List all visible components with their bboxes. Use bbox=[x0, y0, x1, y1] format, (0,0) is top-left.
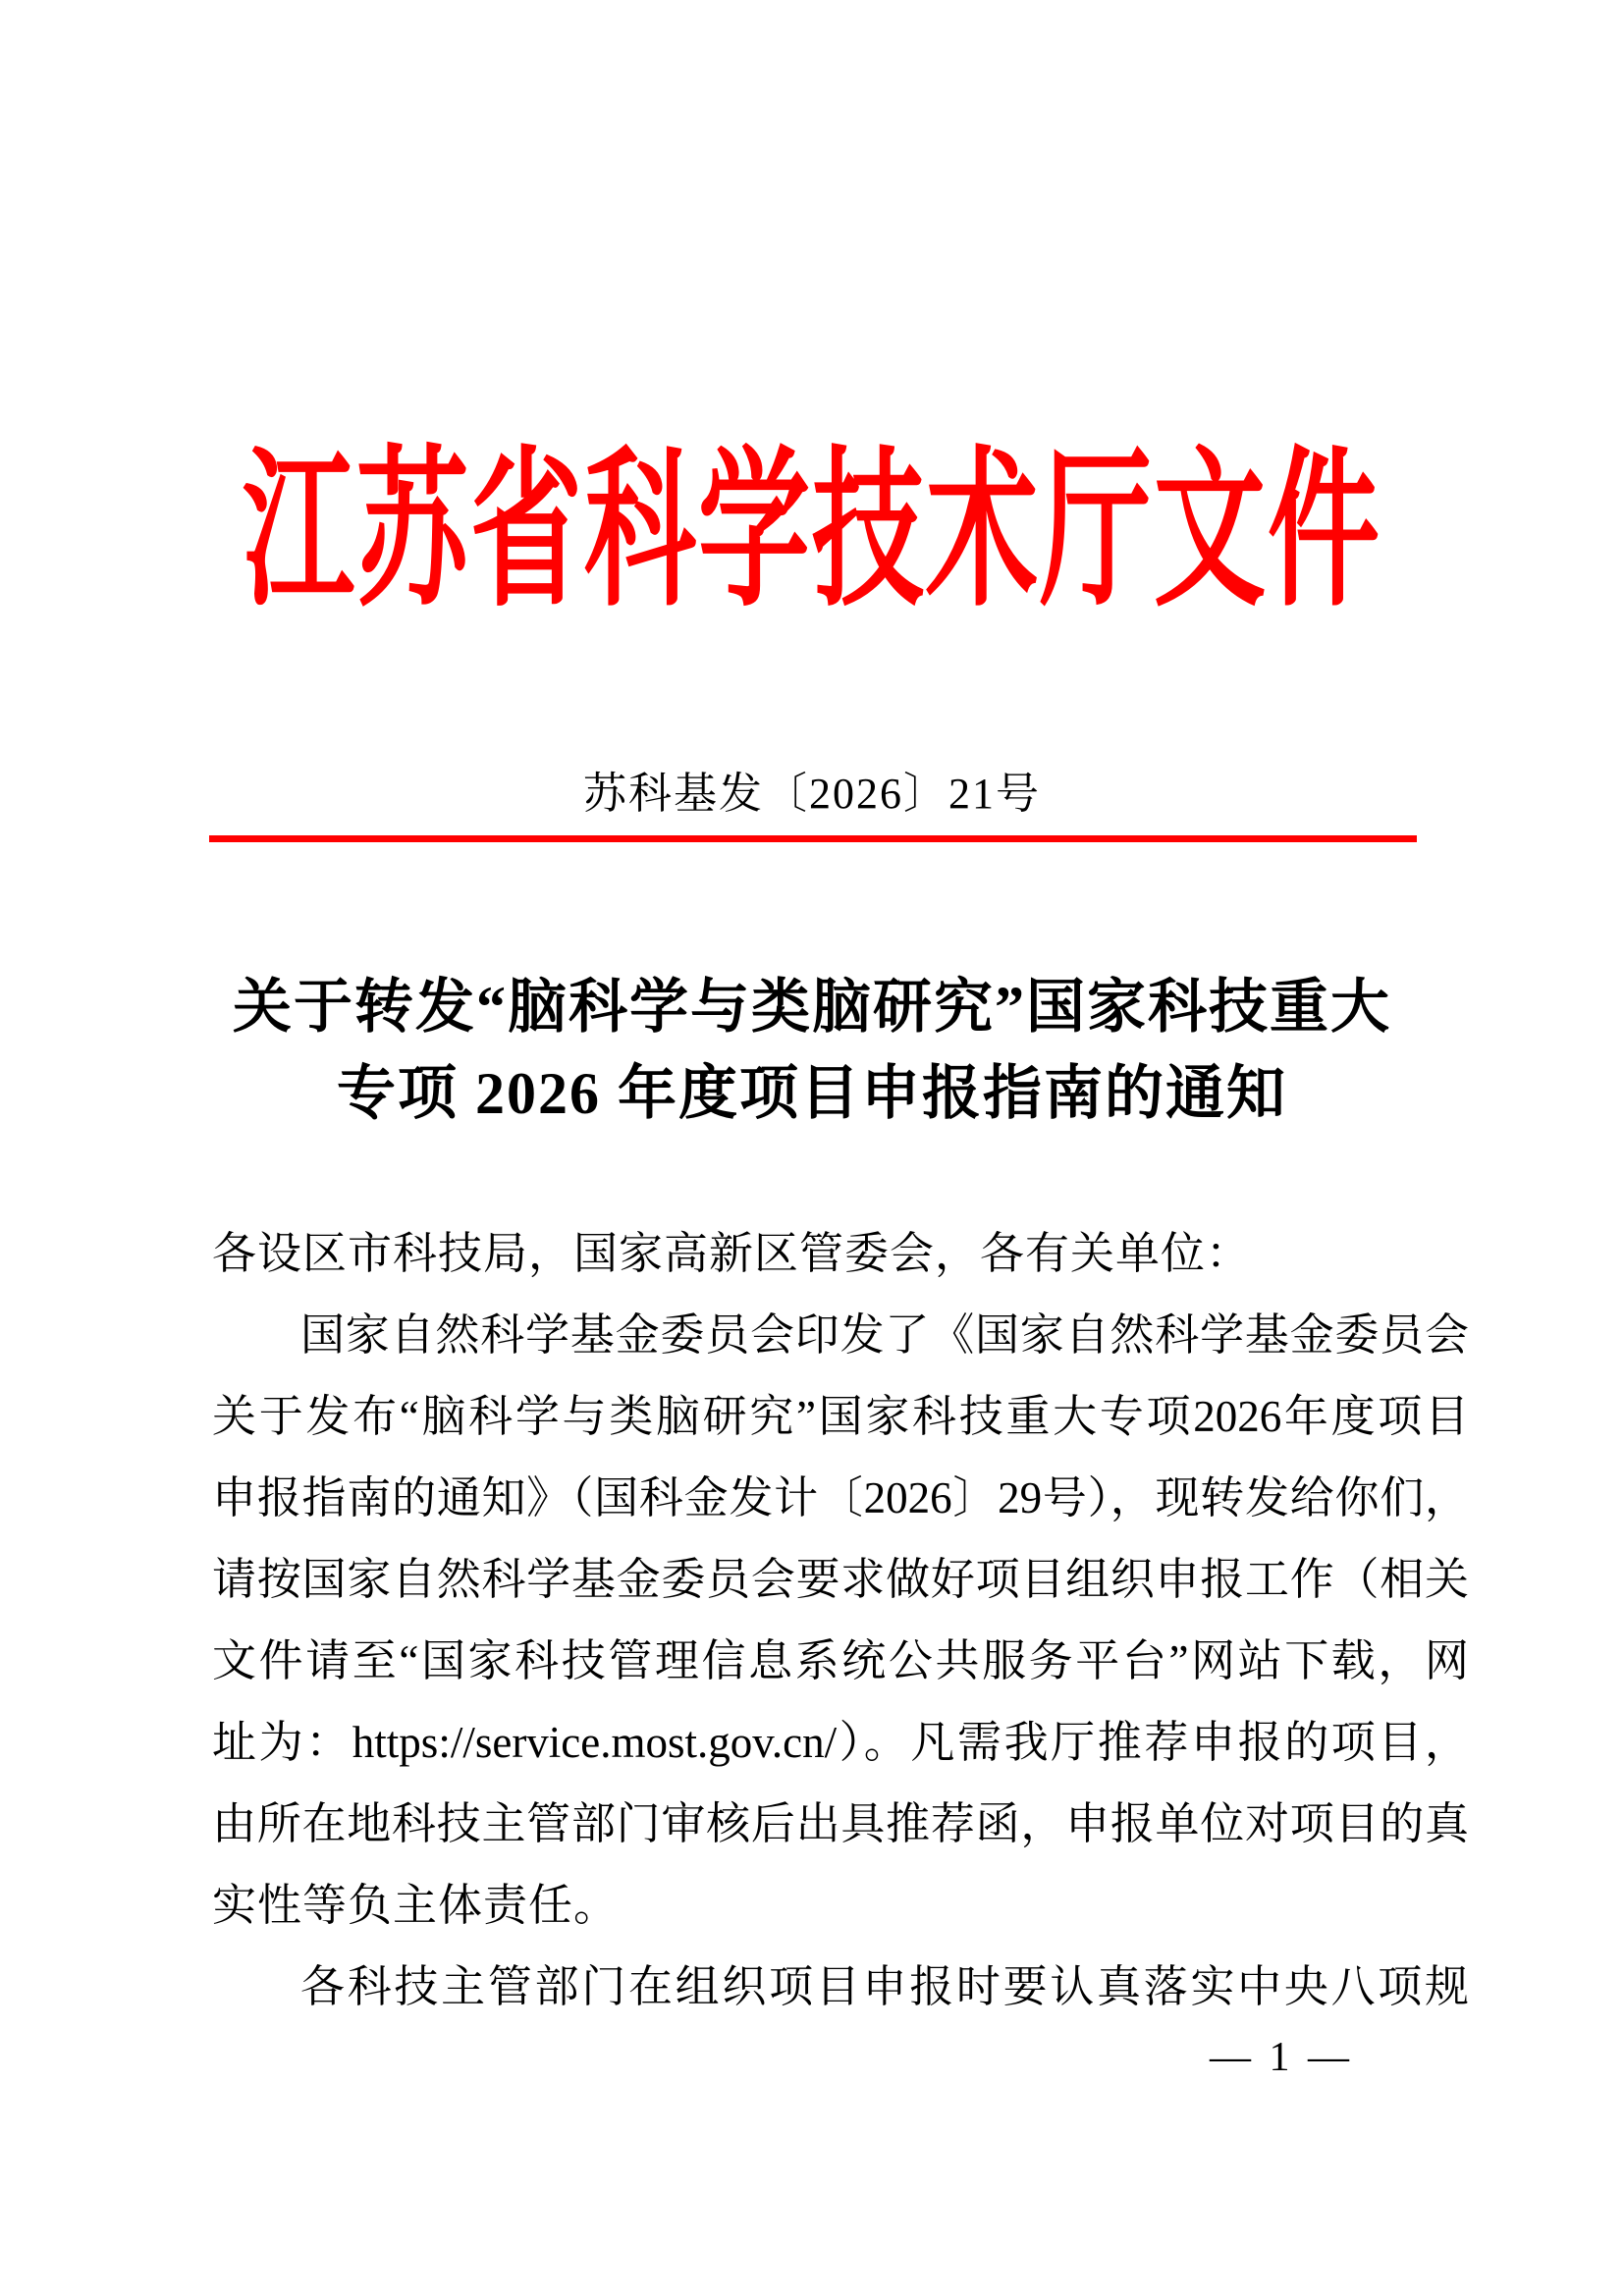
body-line: 文件请至“国家科技管理信息系统公共服务平台”网站下载，网 bbox=[212, 1636, 1469, 1685]
red-divider-line bbox=[209, 835, 1417, 842]
body-line: 关于发布“脑科学与类脑研究”国家科技重大专项2026年度项目 bbox=[212, 1392, 1469, 1441]
document-number: 苏科基发〔2026〕21号 bbox=[583, 770, 1041, 818]
agency-letterhead: 江苏省科学技术厅文件 bbox=[242, 436, 1381, 627]
document-title bbox=[0, 964, 1624, 1137]
body-line: 各科技主管部门在组织项目申报时要认真落实中央八项规 bbox=[300, 1962, 1469, 2011]
body-line: 申报指南的通知》（国科金发计〔2026〕29号），现转发给你们， bbox=[212, 1473, 1469, 1522]
document-title-line-2: 专项 2026 年度项目申报指南的通知 bbox=[337, 1061, 1287, 1126]
document-title-line-1: 关于转发“脑科学与类脑研究”国家科技重大 bbox=[233, 975, 1391, 1040]
body-line: 各设区市科技局，国家高新区管委会，各有关单位： bbox=[212, 1229, 1252, 1278]
body-line: 请按国家自然科学基金委员会要求做好项目组织申报工作（相关 bbox=[212, 1555, 1469, 1604]
body-line: 址为：https://service.most.gov.cn/）。凡需我厅推荐申报的项目， bbox=[212, 1718, 1469, 1767]
body-line: 由所在地科技主管部门审核后出具推荐函，申报单位对项目的真 bbox=[212, 1799, 1469, 1848]
body-line: 国家自然科学基金委员会印发了《国家自然科学基金委员会 bbox=[300, 1310, 1469, 1360]
page-number: — 1 — bbox=[1210, 2035, 1353, 2080]
document-body bbox=[212, 1213, 1469, 2028]
body-line: 实性等负主体责任。 bbox=[212, 1881, 620, 1930]
